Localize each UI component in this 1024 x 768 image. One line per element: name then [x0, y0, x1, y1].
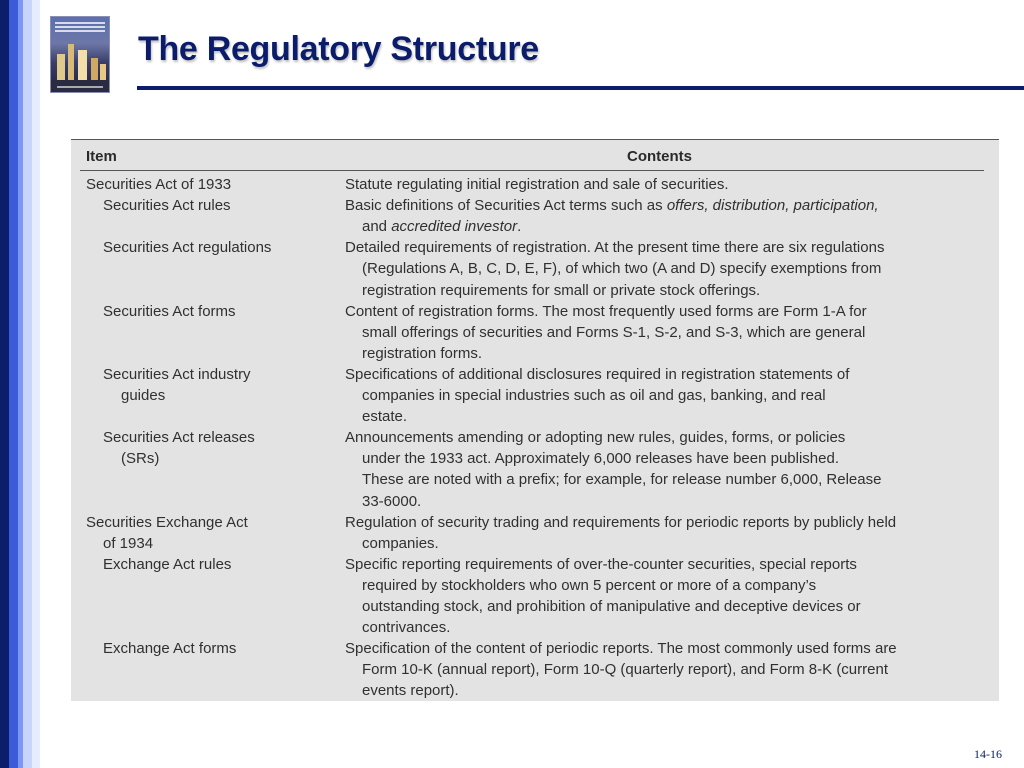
table-content-text: Specifications of additional disclosures required in registration statements of: [345, 365, 850, 383]
table-content-text: Content of registration forms. The most frequently used forms are Form 1-A for: [345, 302, 867, 320]
table-content-text: estate.: [362, 408, 408, 426]
table-header: [71, 140, 999, 171]
table-content-text: Specific reporting requirements of over-the-counter securities, special reports: [345, 555, 857, 573]
cover-building: [91, 58, 98, 80]
table-item-label: Exchange Act rules: [103, 555, 232, 573]
table-item-label: Securities Exchange Act: [86, 513, 248, 531]
cover-authors-text: [57, 86, 103, 88]
table-content-text: Specification of the content of periodic reports. The most commonly used forms are: [345, 640, 897, 658]
slide-title: The Regulatory Structure: [138, 30, 539, 68]
table-content-text: [345, 197, 879, 215]
cover-building: [57, 54, 65, 80]
title-underline: [137, 86, 1024, 90]
table-content-text: 33-6000.: [362, 492, 422, 510]
left-stripe: [0, 0, 9, 768]
header-divider: [80, 170, 984, 171]
content-text-part: and: [362, 218, 392, 236]
cover-building: [100, 64, 106, 80]
table-item-label: Securities Act forms: [103, 302, 236, 320]
content-italic-term: accredited investor: [391, 218, 518, 236]
book-cover-title-text: [55, 22, 105, 32]
regulatory-table: [71, 139, 999, 701]
table-content-text: required by stockholders who own 5 percent or more of a company’s: [362, 576, 817, 594]
table-item-label: Securities Act of 1933: [86, 176, 232, 193]
column-header-contents: Contents: [627, 148, 692, 165]
cover-building: [68, 44, 74, 80]
table-content-text: Announcements amending or adopting new rules, guides, forms, or policies: [345, 429, 846, 447]
table-content-text: companies.: [362, 534, 439, 552]
content-italic-term: offers, distribution, participation,: [666, 197, 879, 215]
table-item-label: Securities Act rules: [103, 197, 231, 215]
table-content-text: registration requirements for small or private stock offerings.: [362, 281, 761, 299]
table-content-text: outstanding stock, and prohibition of manipulative and deceptive devices or: [362, 598, 861, 615]
table-item-label: Securities Act industry: [103, 365, 251, 383]
table-content-text: These are noted with a prefix; for example, for release number 6,000, Release: [362, 471, 882, 489]
table-content-text: registration forms.: [362, 344, 483, 362]
table-content-text: Statute regulating initial registration and sale of securities.: [345, 176, 729, 193]
table-content-text: [362, 218, 521, 236]
left-stripe: [23, 0, 32, 768]
content-text-part: .: [517, 218, 522, 236]
page-number: 14-16: [974, 747, 1002, 761]
table-content-text: small offerings of securities and Forms S-1, S-2, and S-3, which are general: [362, 323, 866, 341]
column-header-item: Item: [86, 148, 117, 165]
left-stripe: [9, 0, 18, 768]
table-content-text: Regulation of security trading and requirements for periodic reports by publicly held: [345, 513, 897, 531]
table-item-label: of 1934: [103, 534, 154, 552]
table-content-text: events report).: [362, 682, 459, 700]
table-content-text: Form 10-K (annual report), Form 10-Q (quarterly report), and Form 8-K (current: [362, 661, 888, 679]
table-content-text: contrivances.: [362, 619, 451, 637]
table-item-label: Exchange Act forms: [103, 640, 237, 658]
table-content-text: under the 1933 act. Approximately 6,000 releases have been published.: [362, 450, 839, 468]
table-item-label: (SRs): [121, 450, 160, 468]
table-content-text: companies in special industries such as oil and gas, banking, and real: [362, 387, 826, 404]
table-item-label: guides: [121, 387, 166, 404]
table-content-text: (Regulations A, B, C, D, E, F), of which two (A and D) specify exemptions from: [362, 260, 882, 278]
left-stripe: [32, 0, 40, 768]
cover-building: [78, 50, 87, 80]
table-item-label: Securities Act releases: [103, 429, 255, 447]
table-item-label: Securities Act regulations: [103, 239, 272, 257]
table-content-text: Detailed requirements of registration. At the present time there are six regulations: [345, 239, 885, 257]
book-cover-image: [51, 17, 109, 92]
content-text-part: Basic definitions of Securities Act terms such as: [345, 197, 667, 215]
